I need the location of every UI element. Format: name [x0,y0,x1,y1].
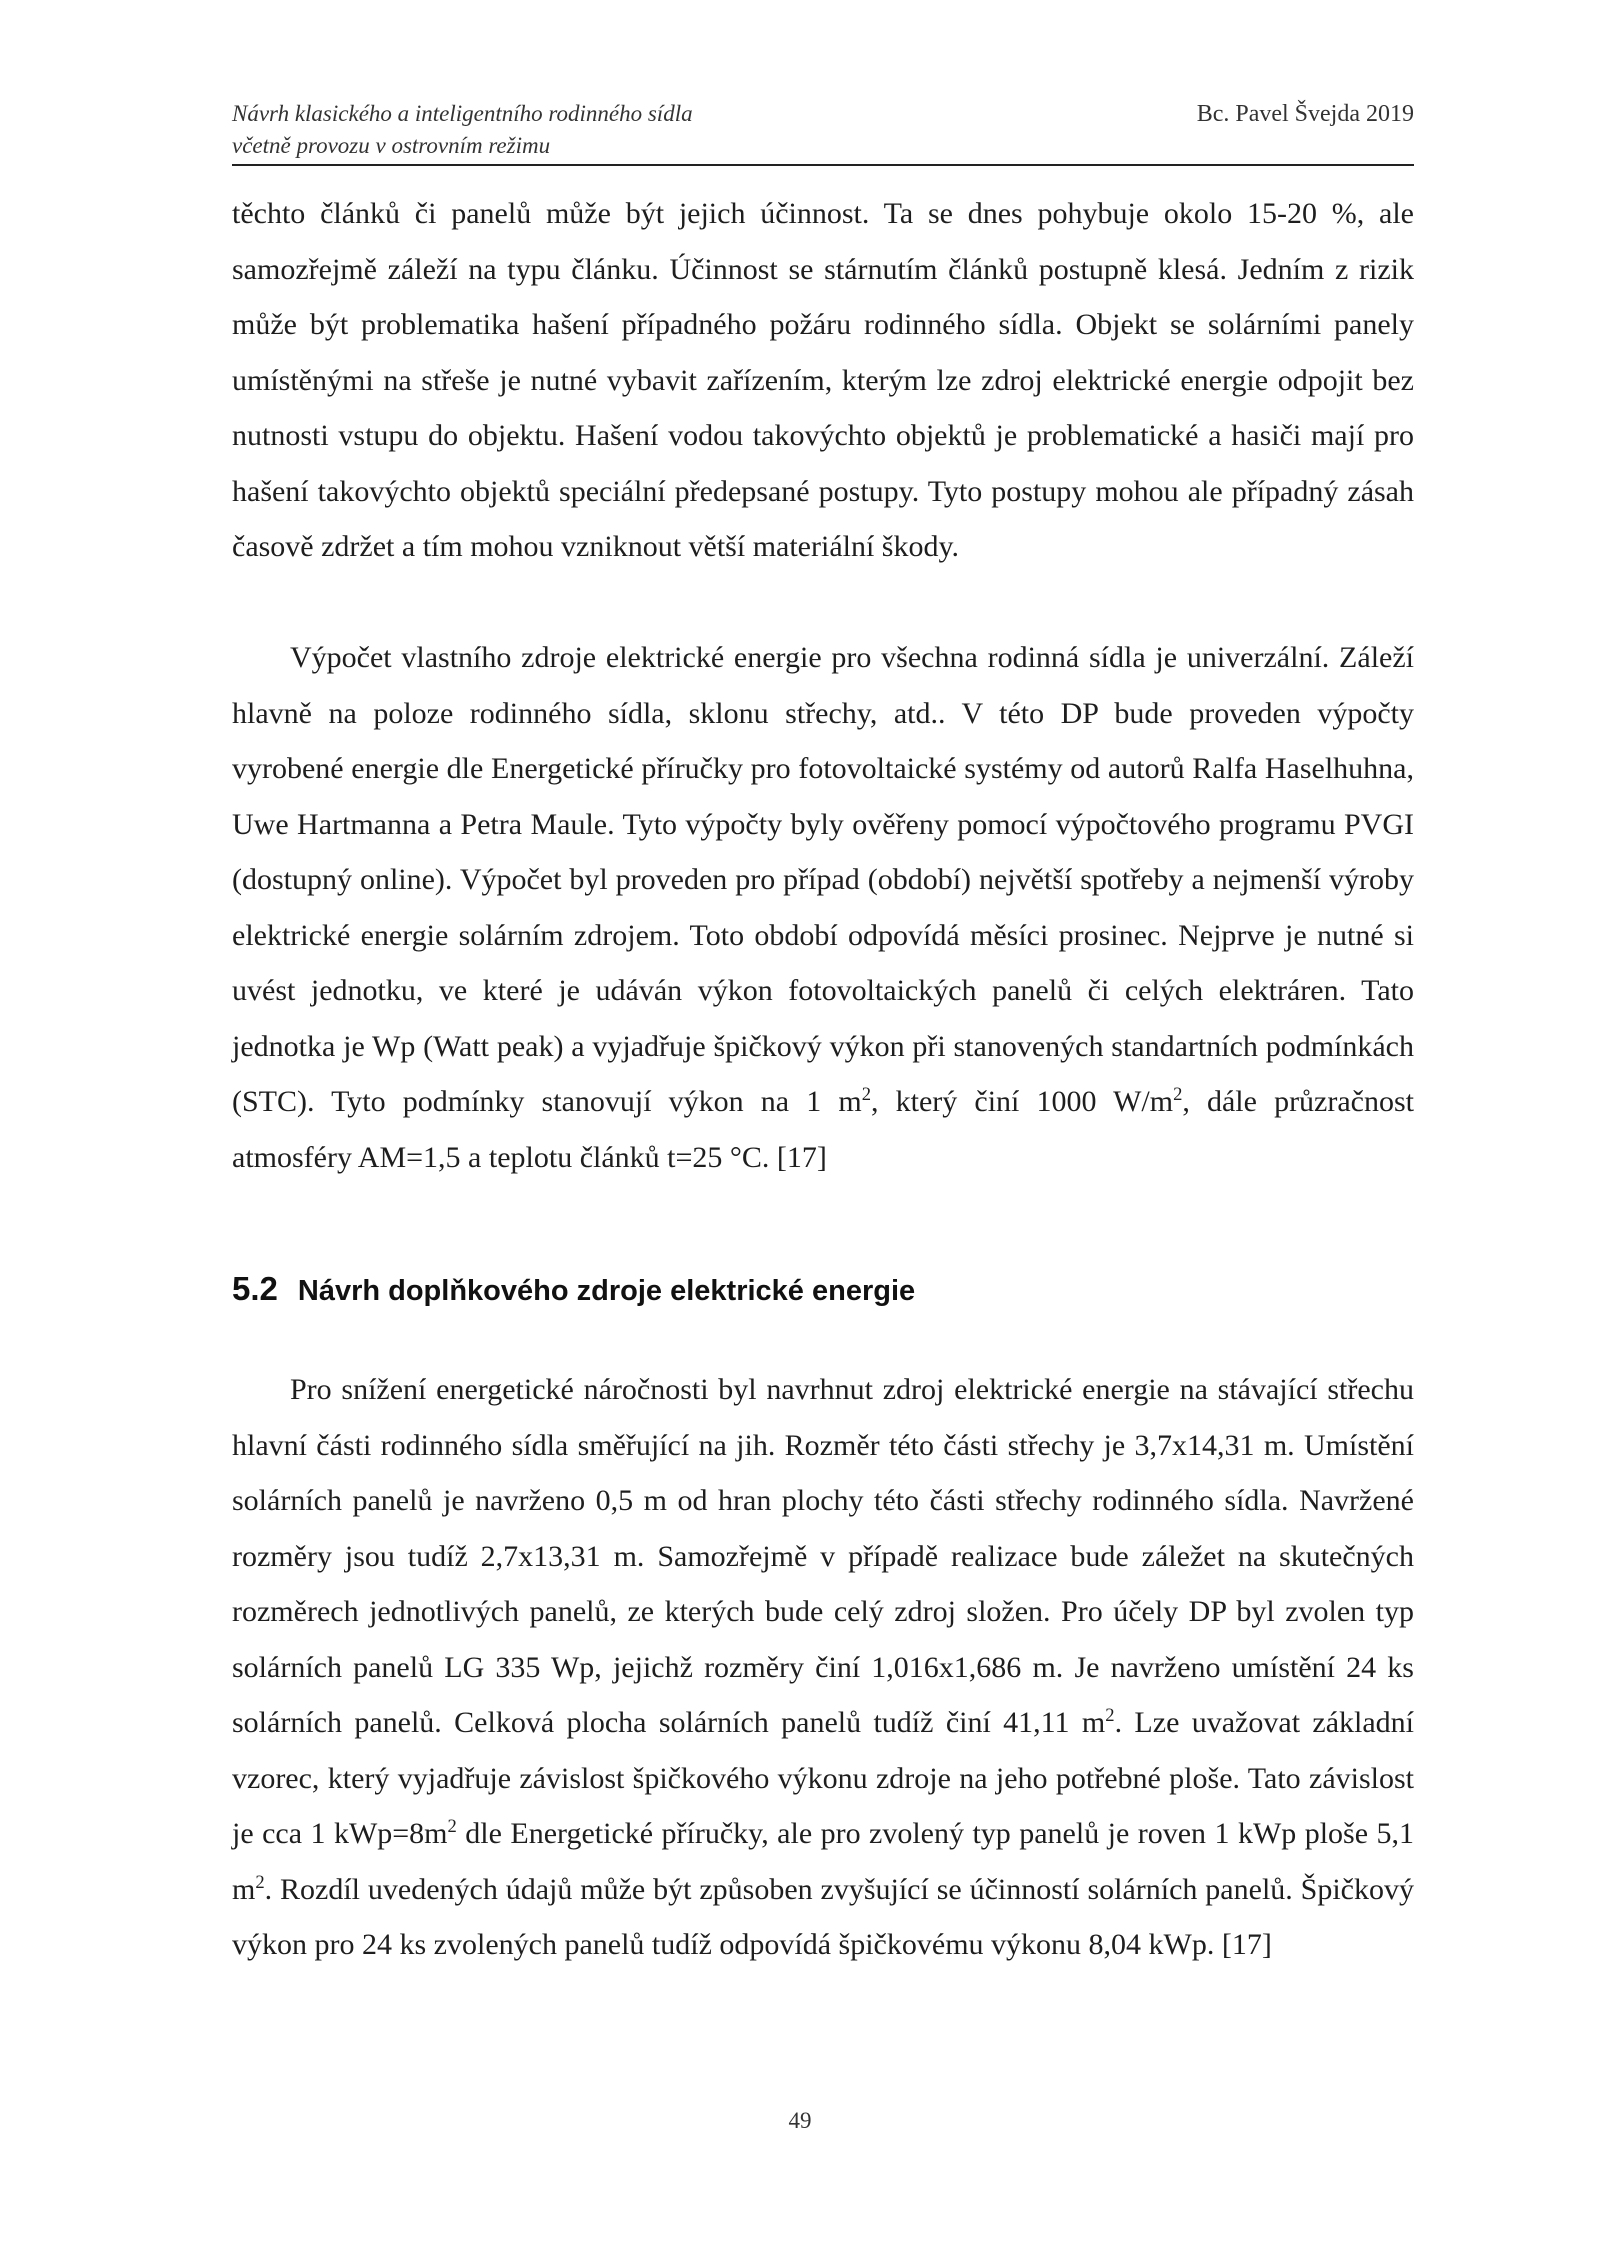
paragraph-1: těchto článků či panelů může být jejich účinnost. Ta se dnes pohybuje okolo 15-20 %, ale samozřejmě záleží na typu článku. Účinnost se stárnutím článků postupně klesá. Jedním z rizik může být problematika hašení případného požáru rodinného sídla. Objekt se solárními panely umístěnými na střeše je nutné vybavit zařízením, kterým lze zdroj elektrické energie odpojit bez nutnosti vstupu do objektu. Hašení vodou takovýchto objektů je problematické a hasiči mají pro hašení takovýchto objektů speciální předepsané postupy. Tyto postupy mohou ale případný zásah časově zdržet a tím mohou vzniknout větší materiální škody. [232,197,1414,563]
paragraph-2-part-a: Výpočet vlastního zdroje elektrické energie pro všechna rodinná sídla je univerzální. Záleží hlavně na poloze rodinného sídla, sklonu střechy, atd.. V této DP bude proveden výpočty vyrobené energie dle Energetické příručky pro fotovoltaické systémy od autorů Ralfa Haselhuhna, Uwe Hartmanna a Petra Maule. Tyto výpočty byly ověřeny pomocí výpočtového programu PVGI (dostupný online). Výpočet byl proveden pro případ (období) největší spotřeby a nejmenší výroby elektrické energie solárním zdrojem. Toto období odpovídá měsíci prosinec. Nejprve je nutné si uvést jednotku, ve které je udáván výkon fotovoltaických panelů či celých elektráren. Tato jednotka je Wp (Watt peak) a vyjadřuje špičkový výkon při stanovených standartních podmínkách (STC). Tyto podmínky stanovují výkon na 1 m [232,641,1414,1118]
header-title-line-2: včetně provozu v ostrovním režimu [232,133,551,158]
superscript: 2 [447,1816,457,1837]
section-title: Návrh doplňkového zdroje elektrické energie [297,1275,916,1307]
superscript: 2 [1173,1084,1183,1105]
header-title-line-1: Návrh klasického a inteligentního rodinného sídla [232,101,693,126]
header-author: Bc. Pavel Švejda 2019 [1196,101,1414,127]
paragraph-2-part-c: , dále průzračnost atmosféry AM=1,5 a teplotu článků t=25 °C. [17] [232,1085,1415,1174]
paragraph-3-part-d: . Rozdíl uvedených údajů může být způsoben zvyšující se účinností solárních panelů. Špičkový výkon pro 24 ks zvolených panelů tudíž odpovídá špičkovému výkonu 8,04 kWp. [17] [232,1872,1414,1961]
paragraph-3-part-c: dle Energetické příručky, ale pro zvolený typ panelů je roven 1 kWp ploše 5,1 m [232,1817,1415,1906]
superscript: 2 [255,1871,265,1893]
paragraph-2-part-b: , který činí 1000 W/m [871,1085,1174,1118]
running-header [232,98,1414,166]
header-title [232,98,693,162]
paragraph-3-part-a: Pro snížení energetické náročnosti byl navrhnut zdroj elektrické energie na stávající střechu hlavní části rodinného sídla směřující na jih. Rozměr této části střechy je 3,7x14,31 m. Umístění solárních panelů je navrženo 0,5 m od hran plochy této části střechy rodinného sídla. Navržené rozměry jsou tudíž 2,7x13,31 m. Samozřejmě v případě realizace bude záležet na skutečných rozměrech jednotlivých panelů, ze kterých bude celý zdroj složen. Pro účely DP byl zvolen typ solárních panelů LG 335 Wp, jejichž rozměry činí 1,016x1,686 m. Je navrženo umístění 24 ks solárních panelů. Celková plocha solárních panelů tudíž činí 41,11 m [232,1373,1414,1739]
paragraph-3 [232,1362,1414,1973]
paragraph-3-part-b: . Lze uvažovat základní vzorec, který vyjadřuje závislost špičkového výkonu zdroje na jeho potřebné ploše. Tato závislost je cca 1 kWp=8m [232,1706,1415,1850]
section-heading [232,1270,1414,1308]
page-number: 49 [788,2108,812,2133]
section-number: 5.2 [232,1270,278,1307]
superscript: 2 [861,1084,871,1105]
superscript: 2 [1105,1705,1115,1726]
paragraph-2 [232,630,1414,1185]
